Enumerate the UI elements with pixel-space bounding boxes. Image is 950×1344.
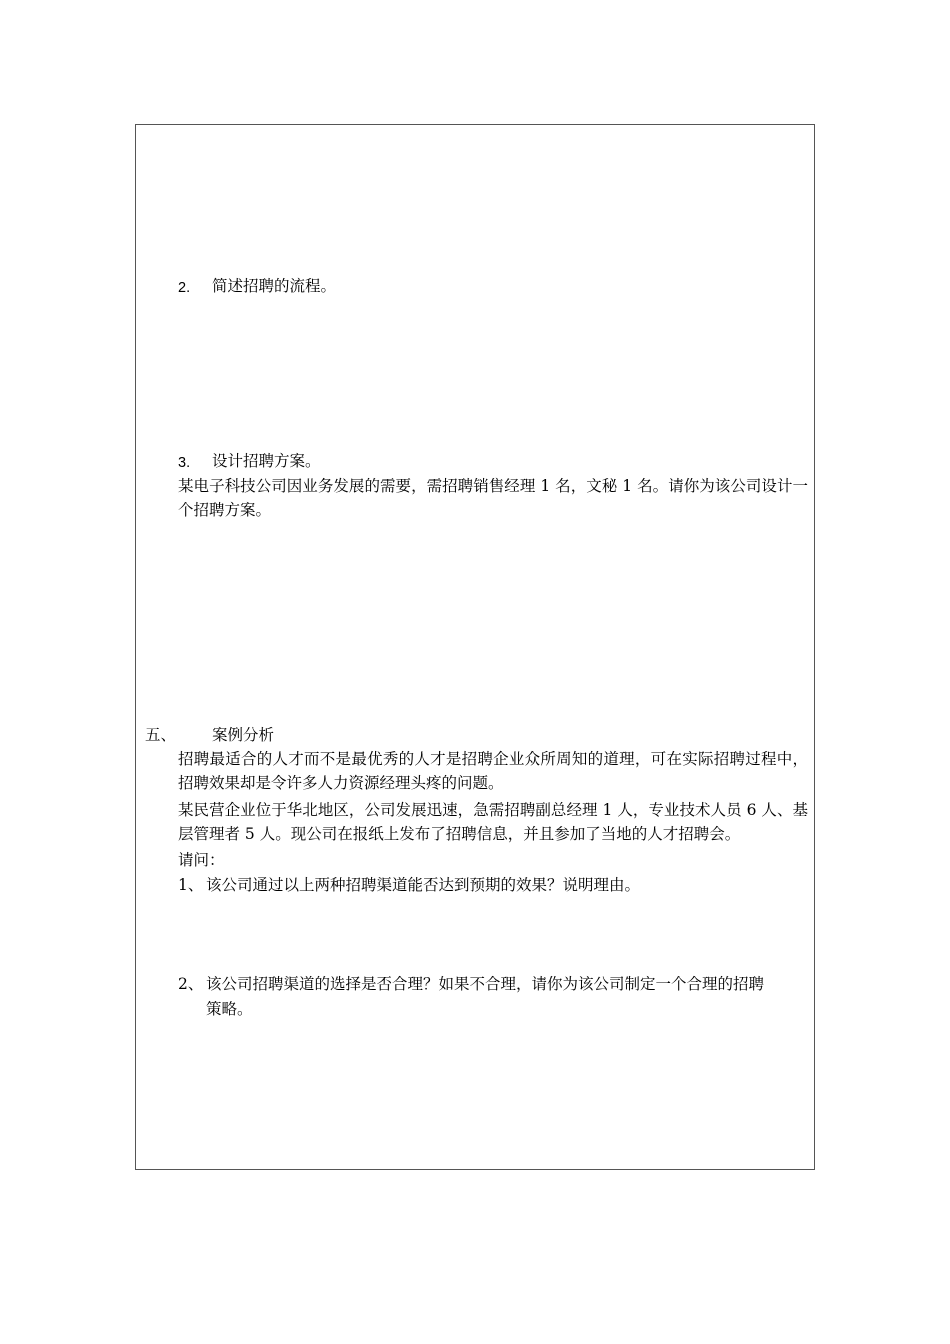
question-2-number: 2. (178, 280, 191, 296)
case-question-2-text-line-1: 该公司招聘渠道的选择是否合理？如果不合理，请你为该公司制定一个合理的招聘 (206, 975, 765, 993)
case-question-1-text: 该公司通过以上两种招聘渠道能否达到预期的效果？说明理由。 (206, 876, 641, 894)
case-question-1-number: 1、 (178, 876, 204, 894)
question-3-text: 设计招聘方案。 (212, 452, 321, 470)
section-5-paragraph-2: 某民营企业位于华北地区，公司发展迅速，急需招聘副总经理 1 人，专业技术人员 6 人、基层管理者 5 人。现公司在报纸上发布了招聘信息，并且参加了当地的人才招聘会。 (178, 801, 808, 843)
section-5-ask: 请问： (178, 851, 225, 869)
section-5-title: 案例分析 (212, 726, 275, 744)
question-2-text: 简述招聘的流程。 (212, 277, 337, 295)
case-question-2-number: 2、 (178, 975, 204, 993)
section-5-number: 五、 (145, 726, 177, 744)
case-question-2-text-line-2: 策略。 (206, 1000, 253, 1018)
question-3-description: 某电子科技公司因业务发展的需要，需招聘销售经理 1 名，文秘 1 名。请你为该公司设计一个招聘方案。 (178, 477, 808, 519)
question-3-number: 3. (178, 455, 191, 471)
section-5-paragraph-1: 招聘最适合的人才而不是最优秀的人才是招聘企业众所周知的道理，可在实际招聘过程中，招聘效果却是令许多人力资源经理头疼的问题。 (178, 750, 808, 792)
